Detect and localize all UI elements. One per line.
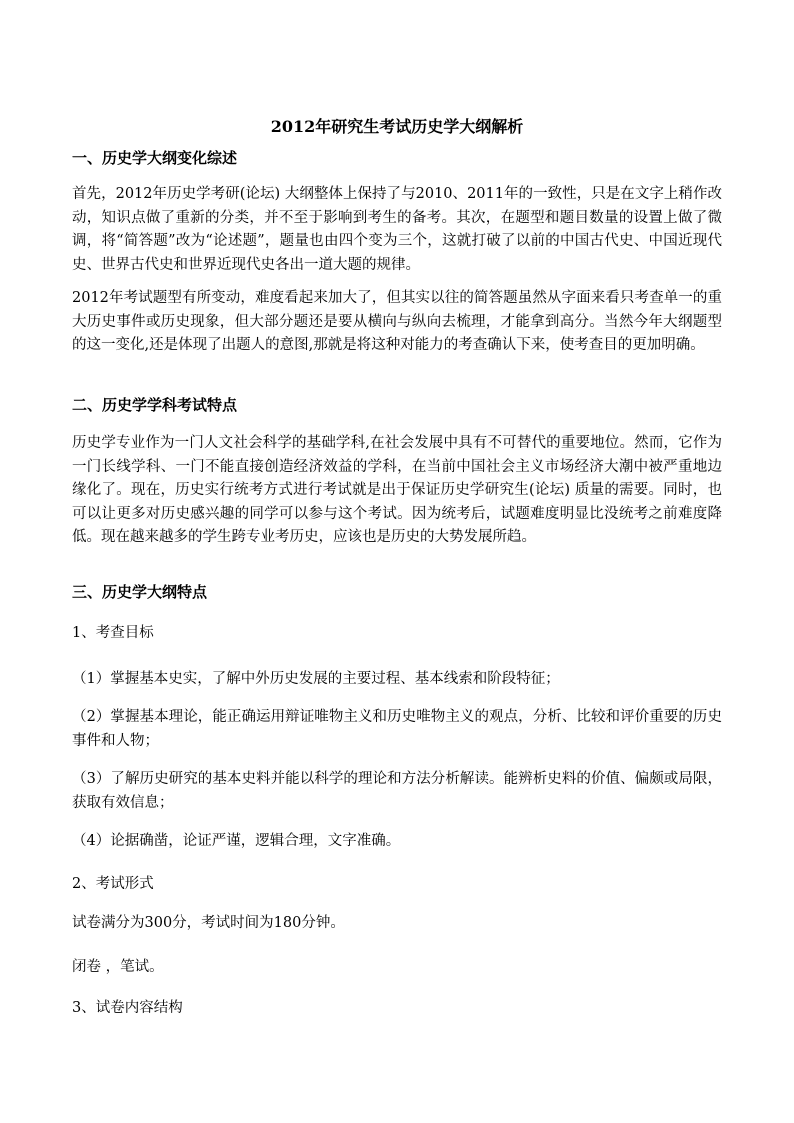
subheading-exam-format: 2、考试形式 xyxy=(72,876,154,892)
document-title: 2012年研究生考试历史学大纲解析 xyxy=(270,117,524,136)
exam-score-text: 试卷满分为300分，考试时间为180分钟。 xyxy=(72,915,345,931)
list-item-goal-4: （4）论据确凿，论证严谨，逻辑合理，文字准确。 xyxy=(72,833,401,849)
section-2-heading: 二、历史学学科考试特点 xyxy=(72,396,238,414)
list-item-goal-1: （1）掌握基本史实，了解中外历史发展的主要过程、基本线索和阶段特征； xyxy=(72,671,560,687)
list-item-goal-3: （3）了解历史研究的基本史料并能以科学的理论和方法分析解读。能辨析史料的价值、偏颇或局限，获取有效信息； xyxy=(72,771,722,811)
section-2-paragraph-1: 历史学专业作为一门人文社会科学的基础学科,在社会发展中具有不可替代的重要地位。然而，它作为一门长线学科、一门不能直接创造经济效益的学科，在当前中国社会主义市场经济大潮中被严重地边缘化了。现在，历史实行统考方式进行考试就是出于保证历史学研究生(论坛) 质量的需要。同时，也可以让更多对历史感兴趣的同学可以参与这个考试。因为统考后，试题难度明显比没统考之前难度降低。现在越来越多的学生跨专业考历史，应该也是历史的大势发展所趋。 xyxy=(72,435,722,545)
section-1-paragraph-2: 2012年考试题型有所变动，难度看起来加大了，但其实以往的简答题虽然从字面来看只考查单一的重大历史事件或历史现象，但大部分题还是要从横向与纵向去梳理，才能拿到高分。当然今年大纲题型的这一变化,还是体现了出题人的意图,那就是将这种对能力的考查确认下来，使考查目的更加明确。 xyxy=(72,290,722,353)
subheading-exam-goals: 1、考查目标 xyxy=(72,625,154,641)
exam-mode-text: 闭卷 ，笔试。 xyxy=(72,959,164,975)
section-3-heading: 三、历史学大纲特点 xyxy=(72,583,208,601)
section-1-paragraph-1: 首先，2012年历史学考研(论坛) 大纲整体上保持了与2010、2011年的一致性，只是在文字上稍作改动，知识点做了重新的分类，并不至于影响到考生的备考。其次，在题型和题目数量的设置上做了微调，将“简答题”改为“论述题”，题量也由四个变为三个，这就打破了以前的中国古代史、中国近现代史、世界古代史和世界近现代史各出一道大题的规律。 xyxy=(72,186,722,273)
list-item-goal-2: （2）掌握基本理论，能正确运用辩证唯物主义和历史唯物主义的观点，分析、比较和评价重要的历史事件和人物； xyxy=(72,709,722,749)
section-1-heading: 一、历史学大纲变化综述 xyxy=(72,149,238,167)
subheading-paper-structure: 3、试卷内容结构 xyxy=(72,1000,183,1016)
